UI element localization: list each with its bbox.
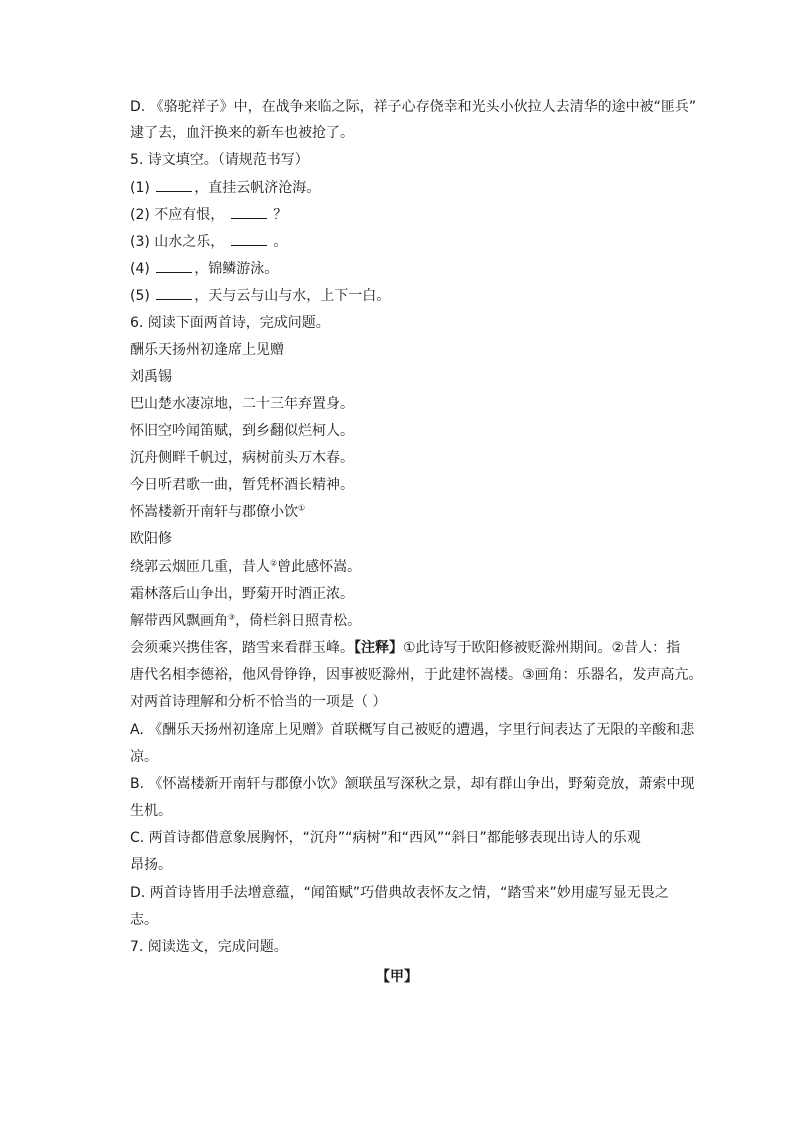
q5-item-2: (2) 不应有恨， ？ (130, 204, 287, 225)
poem2-line: 霜林落后山争出，野菊开时酒正浓。 (130, 586, 354, 602)
q6-heading: 6. 阅读下面两首诗，完成问题。 (130, 315, 330, 331)
q4-option-d-line1: D. 《骆驼祥子》中，在战争来临之际，祥子心存侥幸和光头小伙拉人去清华的途中被“匪兵” (130, 99, 697, 115)
option-c[interactable]: C. 两首诗都借意象展胸怀，“沉舟”“病树”和“西风”“斜日”都能够表现出诗人的乐观 (130, 830, 641, 846)
q5-item-4: (4) ，锦鳞游泳。 (130, 258, 278, 279)
option-b[interactable]: B. 《怀嵩楼新开南轩与郡僚小饮》颔联虽写深秋之景，却有群山争出，野菊竞放，萧索中现 (130, 776, 695, 792)
fill-blank[interactable] (156, 177, 192, 192)
option-d-cont: 志。 (130, 912, 158, 928)
poem2-title: 怀嵩楼新开南轩与郡僚小饮① (130, 503, 306, 520)
q6-question: 对两首诗理解和分析不恰当的一项是（ ） (130, 694, 387, 710)
poem1-line: 怀旧空吟闻笛赋，到乡翻似烂柯人。 (130, 423, 354, 439)
q4-option-d-line2: 逮了去，血汗换来的新车也被抢了。 (130, 125, 354, 141)
option-a-cont: 凉。 (130, 749, 158, 765)
poem1-line: 今日听君歌一曲，暂凭杯酒长精神。 (130, 477, 354, 493)
option-d[interactable]: D. 两首诗皆用手法增意蕴，“闻笛赋”巧借典故表怀友之情，“踏雪来”妙用虚写显无畏之 (130, 885, 669, 901)
poem1-title: 酬乐天扬州初逢席上见赠 (130, 342, 284, 358)
poem2-line: 绕郭云烟匝几重，昔人②曾此感怀嵩。 (130, 558, 362, 575)
footnote-marker: ③ (228, 612, 236, 622)
notes-continuation: 唐代名相李德裕，他风骨铮铮，因事被贬滁州，于此建怀嵩楼。③画角：乐器名，发声高亢。 (130, 667, 703, 683)
fill-blank[interactable] (156, 258, 192, 273)
poem2-line: 解带西风飘画角③，倚栏斜日照青松。 (130, 612, 362, 629)
q5-heading: 5. 诗文填空。（请规范书写） (130, 152, 309, 168)
fill-blank[interactable] (231, 204, 267, 219)
option-c-cont: 昂扬。 (130, 857, 172, 873)
poem2-line-with-notes: 会须乘兴携佳客，踏雪来看群玉峰。【注释】①此诗写于欧阳修被贬滁州期间。②昔人：指 (130, 640, 681, 656)
poem1-author: 刘禹锡 (130, 369, 172, 385)
fill-blank[interactable] (231, 231, 267, 246)
q5-item-1: (1) ，直挂云帆济沧海。 (130, 177, 320, 198)
poem2-author: 欧阳修 (130, 531, 172, 547)
q5-item-5: (5) ，天与云与山与水，上下一白。 (130, 285, 390, 306)
poem1-line: 巴山楚水凄凉地，二十三年弃置身。 (130, 396, 354, 412)
option-a[interactable]: A. 《酬乐天扬州初逢席上见赠》首联概写自己被贬的遭遇，字里行间表达了无限的辛酸和悲 (130, 722, 695, 738)
footnote-marker: ② (270, 558, 278, 568)
notes-label: 【注释】 (354, 640, 403, 656)
fill-blank[interactable] (156, 285, 192, 300)
option-b-cont: 生机。 (130, 803, 172, 819)
section-label: 【甲】 (376, 969, 418, 985)
poem1-line: 沉舟侧畔千帆过，病树前头万木春。 (130, 450, 354, 466)
footnote-marker: ① (298, 503, 306, 513)
q7-heading: 7. 阅读选文，完成问题。 (130, 939, 288, 955)
q5-item-3: (3) 山水之乐， 。 (130, 231, 287, 252)
